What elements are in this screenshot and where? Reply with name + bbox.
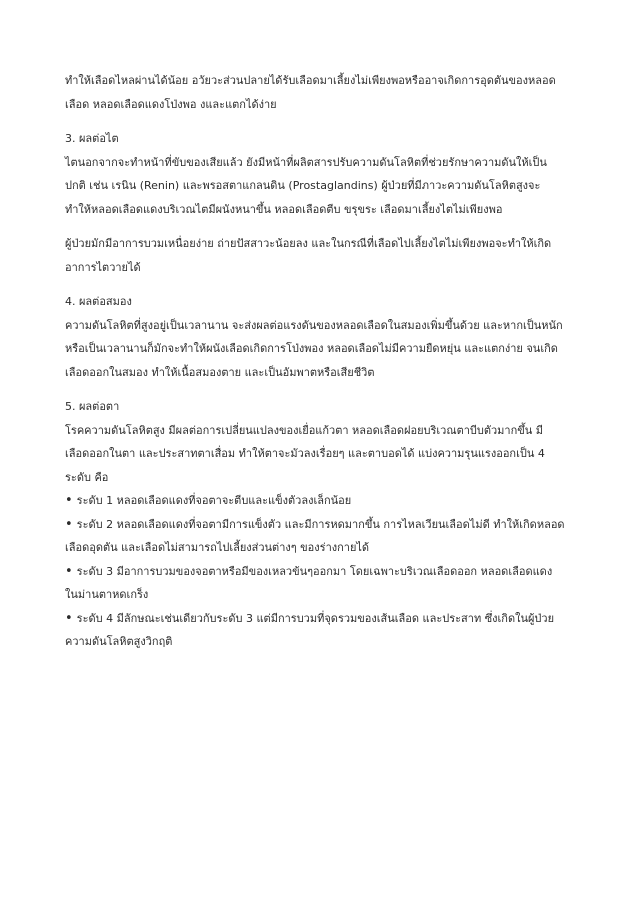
list-item bbox=[65, 489, 565, 513]
list-item-text: ระดับ 1 หลอดเลือดแดงที่จอตาจะตีบและแข็งตัวลงเล็กน้อย bbox=[76, 494, 352, 507]
bullet-icon: • bbox=[65, 610, 73, 626]
paragraph-kidney-2: ผู้ป่วยมักมีอาการบวมเหนื่อยง่าย ถ่ายปัสสาวะน้อยลง และในกรณีที่เลือดไปเลี้ยงไตไม่เพียงพอจะทำให้เกิดอาการไตวายได้ bbox=[65, 237, 552, 274]
paragraph-eye: โรคความดันโลหิตสูง มีผลต่อการเปลี่ยนแปลงของเยื่อแก้วตา หลอดเลือดฝอยบริเวณตาบีบตัวมากขึ้น มีเลือดออกในตา และประสาทตาเสื่อม ทำให้ตาจะมัวลงเรื่อยๆ และตาบอดได้ แบ่งความรุนแรงออกเป็น 4 ระดับ คือ bbox=[65, 423, 545, 484]
bullet-icon: • bbox=[65, 563, 73, 579]
list-item-text: ระดับ 3 มีอาการบวมของจอตาหรือมีของเหลวข้นๆออกมา โดยเฉพาะบริเวณเลือดออก หลอดเลือดแดงในม่านตาหดเกร็ง bbox=[65, 564, 553, 601]
list-item-text: ระดับ 4 มีลักษณะเช่นเดียวกับระดับ 3 แต่มีการบวมที่จุดรวมของเส้นเลือด และประสาท ซึ่งเกิดในผู้ป่วยความดันโลหิตสูงวิกฤติ bbox=[65, 611, 555, 648]
bullet-icon: • bbox=[65, 516, 73, 532]
document-page bbox=[65, 69, 565, 654]
heading-brain: 4. ผลต่อสมอง bbox=[65, 295, 132, 308]
list-item bbox=[65, 607, 565, 654]
paragraph-intro: ทำให้เลือดไหลผ่านได้น้อย อวัยวะส่วนปลายได้รับเลือดมาเลี้ยงไม่เพียงพอหรืออาจเกิดการอุดตันของหลอดเลือด หลอดเลือดแดงโป่งพอ งและแตกได้ง่าย bbox=[65, 74, 556, 111]
heading-eye: 5. ผลต่อตา bbox=[65, 400, 120, 413]
paragraph-brain: ความดันโลหิตที่สูงอยู่เป็นเวลานาน จะส่งผลต่อแรงดันของหลอดเลือดในสมองเพิ่มขึ้นด้วย และหากเป็นหนักหรือเป็นเวลานานก็มักจะทำให้ผนังเลือดเกิดการโป่งพอง หลอดเลือดไม่มีความยืดหยุ่น และแตกง่าย จนเกิดเลือดออกในสมอง ทำให้เนื้อสมองตาย และเป็นอัมพาตหรือเสียชีวิต bbox=[65, 318, 563, 379]
list-item bbox=[65, 560, 565, 607]
list-item bbox=[65, 513, 565, 560]
bullet-icon: • bbox=[65, 493, 73, 508]
heading-kidney: 3. ผลต่อไต bbox=[65, 132, 119, 145]
paragraph-kidney-1: ไตนอกจากจะทำหน้าที่ขับของเสียแล้ว ยังมีหน้าที่ผลิตสารปรับความดันโลหิตที่ช่วยรักษาความดันให้เป็นปกติ เช่น เรนิน (Renin) และพรอสตาแกลนดิน (Prostaglandins) ผู้ป่วยที่มีภาวะความดันโลหิตสูงจะทำให้หลอดเลือดแดงบริเวณไตมีผนังหนาขึ้น หลอดเลือดตีบ ขรุขระ เลือดมาเลี้ยงไตไม่เพียงพอ bbox=[65, 155, 547, 216]
list-item-text: ระดับ 2 หลอดเลือดแดงที่จอตามีการแข็งตัว และมีการหดมากขึ้น การไหลเวียนเลือดไม่ดี ทำให้เกิดหลอดเลือดอุดตัน และเลือดไม่สามารถไปเลี้ยงส่วนต่างๆ ของร่างกายได้ bbox=[65, 517, 565, 554]
